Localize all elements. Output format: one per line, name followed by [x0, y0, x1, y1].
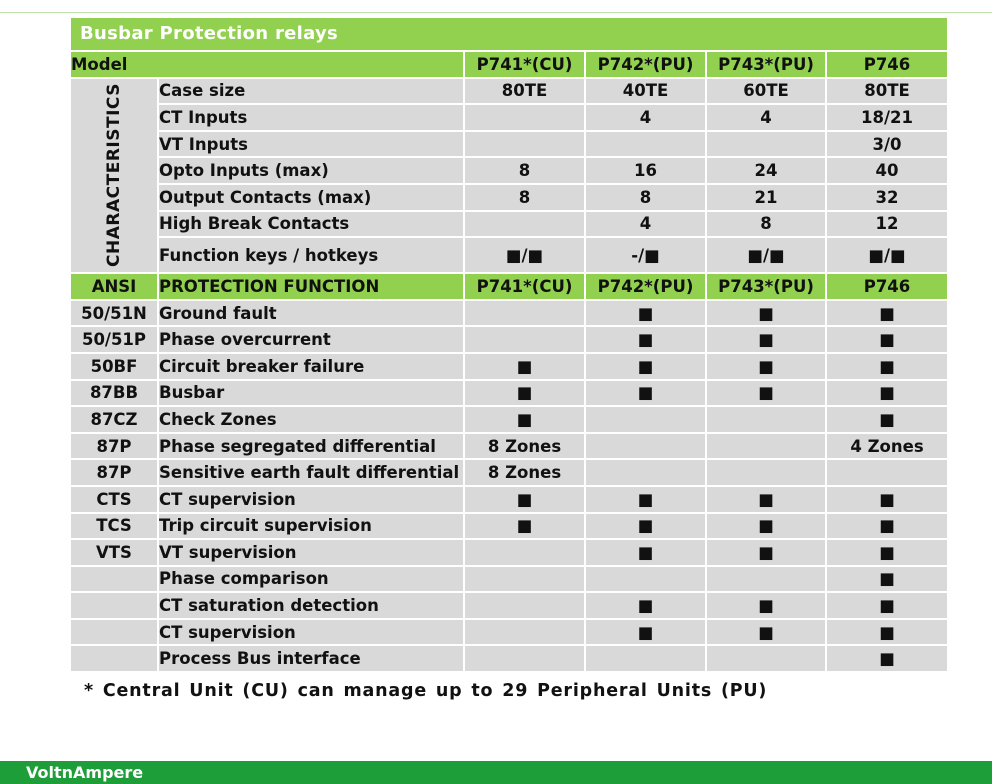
characteristic-value: 24 — [707, 158, 827, 185]
characteristic-label: CT Inputs — [159, 105, 465, 132]
characteristic-value: 40 — [827, 158, 947, 185]
characteristic-value: 8 — [707, 212, 827, 239]
protection-row — [71, 327, 947, 354]
characteristic-row — [71, 132, 947, 159]
characteristic-row — [71, 158, 947, 185]
protection-row — [71, 354, 947, 381]
protection-value: ■ — [586, 620, 707, 647]
protection-value: ■ — [465, 514, 586, 541]
protection-value: ■ — [827, 381, 947, 408]
ansi-code: 50/51P — [71, 327, 159, 354]
protection-value: ■ — [707, 593, 827, 620]
protection-value — [586, 567, 707, 594]
protection-value — [465, 540, 586, 567]
characteristic-value: 21 — [707, 185, 827, 212]
protection-value: 8 Zones — [465, 434, 586, 461]
protection-value: ■ — [586, 487, 707, 514]
protection-value: ■ — [827, 593, 947, 620]
protection-value: ■ — [586, 354, 707, 381]
ansi-code: 50BF — [71, 354, 159, 381]
protection-function-label: Phase overcurrent — [159, 327, 465, 354]
characteristic-value: 16 — [586, 158, 707, 185]
protection-value: ■ — [586, 593, 707, 620]
protection-row — [71, 646, 947, 673]
ansi-code: 87P — [71, 460, 159, 487]
protection-value — [465, 646, 586, 673]
protection-row — [71, 407, 947, 434]
protection-value — [586, 407, 707, 434]
protection-function-label: VT supervision — [159, 540, 465, 567]
protection-value — [465, 567, 586, 594]
characteristic-label: Function keys / hotkeys — [159, 238, 465, 274]
protection-value — [465, 620, 586, 647]
characteristic-value — [586, 132, 707, 159]
characteristic-label: Output Contacts (max) — [159, 185, 465, 212]
characteristic-row — [71, 238, 947, 274]
characteristic-value — [707, 132, 827, 159]
protection-value: ■ — [827, 327, 947, 354]
protection-function-label: CT supervision — [159, 620, 465, 647]
protection-row — [71, 301, 947, 328]
protection-value: ■ — [827, 540, 947, 567]
characteristic-value: 3/0 — [827, 132, 947, 159]
protection-value: ■ — [827, 620, 947, 647]
protection-function-label: Process Bus interface — [159, 646, 465, 673]
protection-function-label: Ground fault — [159, 301, 465, 328]
protection-function-label: Sensitive earth fault differential — [159, 460, 465, 487]
protection-header-row — [71, 274, 947, 301]
protection-column-header: P743*(PU) — [707, 274, 827, 301]
protection-value — [586, 460, 707, 487]
ansi-code — [71, 567, 159, 594]
protection-row — [71, 460, 947, 487]
protection-function-label: Busbar — [159, 381, 465, 408]
protection-value — [707, 567, 827, 594]
model-header-row — [71, 52, 947, 79]
characteristic-value: 32 — [827, 185, 947, 212]
protection-value: ■ — [707, 354, 827, 381]
protection-row — [71, 434, 947, 461]
protection-value: ■ — [707, 301, 827, 328]
ansi-code: VTS — [71, 540, 159, 567]
protection-value: ■ — [827, 487, 947, 514]
footer-brand: VoltnAmpere — [0, 761, 992, 784]
protection-value: ■ — [586, 327, 707, 354]
protection-row — [71, 540, 947, 567]
ansi-code: TCS — [71, 514, 159, 541]
model-column-header: P742*(PU) — [586, 52, 707, 79]
characteristic-value: 12 — [827, 212, 947, 239]
protection-row — [71, 487, 947, 514]
protection-function-label: Phase segregated differential — [159, 434, 465, 461]
characteristic-value: ■/■ — [827, 238, 947, 274]
top-divider — [0, 12, 992, 13]
protection-value: ■ — [827, 407, 947, 434]
protection-value: ■ — [707, 514, 827, 541]
protection-row — [71, 567, 947, 594]
protection-value: ■ — [827, 301, 947, 328]
characteristic-value: ■/■ — [707, 238, 827, 274]
characteristic-value: 8 — [465, 158, 586, 185]
ansi-code: 87BB — [71, 381, 159, 408]
characteristic-row — [71, 79, 947, 106]
protection-value: ■ — [586, 514, 707, 541]
protection-value — [827, 460, 947, 487]
model-column-header: P746 — [827, 52, 947, 79]
table-title: Busbar Protection relays — [71, 18, 947, 50]
characteristic-label: High Break Contacts — [159, 212, 465, 239]
protection-row — [71, 514, 947, 541]
model-label: Model — [71, 52, 465, 79]
model-column-header: P741*(CU) — [465, 52, 586, 79]
ansi-code: CTS — [71, 487, 159, 514]
protection-column-header: P742*(PU) — [586, 274, 707, 301]
characteristic-value: 8 — [586, 185, 707, 212]
protection-value: ■ — [586, 381, 707, 408]
protection-value: ■ — [707, 327, 827, 354]
relay-table — [71, 52, 947, 673]
protection-row — [71, 381, 947, 408]
protection-column-header: P741*(CU) — [465, 274, 586, 301]
protection-value: 8 Zones — [465, 460, 586, 487]
protection-function-label: CT supervision — [159, 487, 465, 514]
model-column-header: P743*(PU) — [707, 52, 827, 79]
characteristic-value: 80TE — [827, 79, 947, 106]
protection-value: ■ — [586, 301, 707, 328]
protection-value: ■ — [465, 354, 586, 381]
ansi-code — [71, 646, 159, 673]
footnote: * Central Unit (CU) can manage up to 29 Peripheral Units (PU) — [84, 681, 768, 701]
protection-value: ■ — [707, 487, 827, 514]
characteristic-label: Opto Inputs (max) — [159, 158, 465, 185]
characteristics-group-cell — [71, 79, 159, 275]
characteristic-value: -/■ — [586, 238, 707, 274]
protection-value: ■ — [707, 381, 827, 408]
ansi-header: ANSI — [71, 274, 159, 301]
characteristic-value: 18/21 — [827, 105, 947, 132]
protection-function-label: Check Zones — [159, 407, 465, 434]
protection-function-label: Circuit breaker failure — [159, 354, 465, 381]
protection-value — [707, 407, 827, 434]
protection-value — [586, 646, 707, 673]
protection-row — [71, 593, 947, 620]
characteristic-value: 4 — [586, 212, 707, 239]
protection-value: 4 Zones — [827, 434, 947, 461]
characteristic-value: 4 — [586, 105, 707, 132]
characteristic-value: 4 — [707, 105, 827, 132]
protection-row — [71, 620, 947, 647]
protection-value — [707, 646, 827, 673]
protection-value — [707, 460, 827, 487]
characteristic-label: Case size — [159, 79, 465, 106]
protection-value: ■ — [707, 620, 827, 647]
protection-value — [707, 434, 827, 461]
protection-value: ■ — [465, 381, 586, 408]
protection-value: ■ — [827, 646, 947, 673]
protection-function-header: PROTECTION FUNCTION — [159, 274, 465, 301]
characteristic-value: ■/■ — [465, 238, 586, 274]
characteristics-group-label: CHARACTERISTICS — [104, 83, 124, 268]
protection-value: ■ — [827, 567, 947, 594]
protection-value: ■ — [586, 540, 707, 567]
protection-value — [465, 593, 586, 620]
protection-function-label: CT saturation detection — [159, 593, 465, 620]
protection-value — [465, 327, 586, 354]
ansi-code — [71, 620, 159, 647]
characteristic-row — [71, 105, 947, 132]
protection-value: ■ — [827, 514, 947, 541]
characteristic-value: 60TE — [707, 79, 827, 106]
characteristic-row — [71, 212, 947, 239]
protection-value: ■ — [465, 487, 586, 514]
characteristic-value: 8 — [465, 185, 586, 212]
protection-value — [465, 301, 586, 328]
protection-function-label: Phase comparison — [159, 567, 465, 594]
characteristic-value — [465, 132, 586, 159]
protection-value: ■ — [465, 407, 586, 434]
characteristic-value: 80TE — [465, 79, 586, 106]
protection-value — [586, 434, 707, 461]
ansi-code — [71, 593, 159, 620]
ansi-code: 50/51N — [71, 301, 159, 328]
characteristic-value — [465, 105, 586, 132]
protection-value: ■ — [707, 540, 827, 567]
protection-value: ■ — [827, 354, 947, 381]
ansi-code: 87CZ — [71, 407, 159, 434]
characteristic-value: 40TE — [586, 79, 707, 106]
ansi-code: 87P — [71, 434, 159, 461]
characteristic-row — [71, 185, 947, 212]
characteristic-value — [465, 212, 586, 239]
protection-column-header: P746 — [827, 274, 947, 301]
characteristic-label: VT Inputs — [159, 132, 465, 159]
protection-function-label: Trip circuit supervision — [159, 514, 465, 541]
